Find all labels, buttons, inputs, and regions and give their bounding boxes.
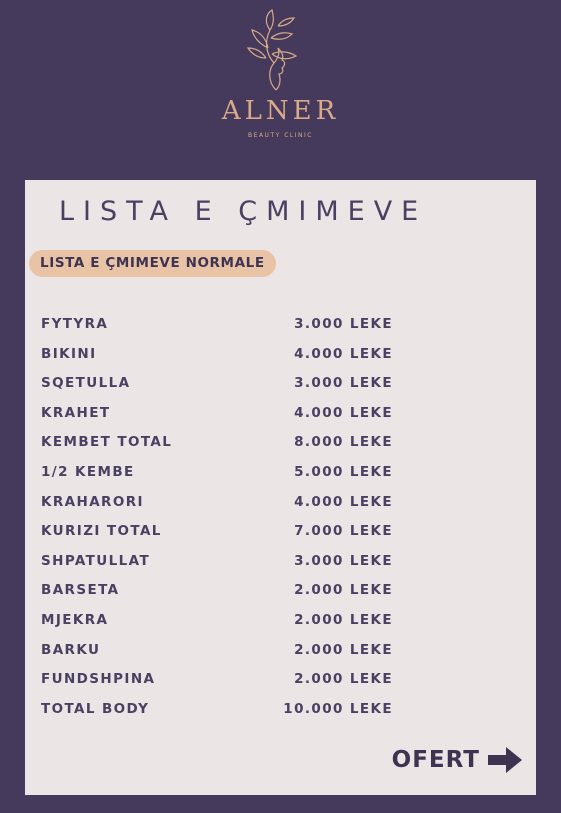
- price-row: [41, 612, 521, 642]
- offer-label: OFERT: [391, 747, 480, 773]
- service-price: 7.000 LEKE: [294, 523, 393, 540]
- service-price: 4.000 LEKE: [294, 404, 393, 421]
- service-price: 4.000 LEKE: [294, 493, 393, 510]
- price-row: [41, 494, 521, 524]
- offer-button[interactable]: [392, 747, 522, 773]
- brand-subtitle: BEAUTY CLINIC: [248, 132, 313, 139]
- service-name: KEMBET TOTAL: [41, 434, 173, 451]
- price-row: [41, 434, 521, 464]
- service-name: KRAHARORI: [41, 493, 144, 510]
- service-price: 2.000 LEKE: [294, 671, 393, 688]
- price-row: [41, 375, 521, 405]
- price-row: [41, 701, 521, 731]
- price-row: [41, 316, 521, 346]
- price-row: [41, 464, 521, 494]
- service-name: TOTAL BODY: [41, 700, 150, 717]
- price-row: [41, 346, 521, 376]
- price-card: [25, 180, 536, 795]
- service-price: 2.000 LEKE: [294, 641, 393, 658]
- service-price: 3.000 LEKE: [294, 316, 393, 332]
- service-price: 3.000 LEKE: [294, 552, 393, 569]
- price-row: [41, 405, 521, 435]
- service-price: 2.000 LEKE: [294, 582, 393, 599]
- service-name: SQETULLA: [41, 375, 131, 392]
- arrow-right-icon: [488, 747, 522, 773]
- price-row: [41, 582, 521, 612]
- price-row: [41, 671, 521, 701]
- service-name: FYTYRA: [41, 316, 109, 332]
- face-leaves-icon: [238, 8, 308, 98]
- service-price: 4.000 LEKE: [294, 345, 393, 362]
- price-row: [41, 642, 521, 672]
- section-badge: LISTA E ÇMIMEVE NORMALE: [29, 250, 276, 277]
- service-name: FUNDSHPINA: [41, 671, 156, 688]
- service-name: KRAHET: [41, 404, 111, 421]
- page-title: LISTA E ÇMIMEVE: [59, 196, 428, 227]
- service-price: 2.000 LEKE: [294, 611, 393, 628]
- service-name: KURIZI TOTAL: [41, 523, 162, 540]
- service-name: SHPATULLAT: [41, 552, 151, 569]
- service-price: 3.000 LEKE: [294, 375, 393, 392]
- service-name: MJEKRA: [41, 611, 109, 628]
- price-list: [41, 316, 521, 730]
- price-row: [41, 553, 521, 583]
- service-name: BARKU: [41, 641, 101, 658]
- service-name: BARSETA: [41, 582, 120, 599]
- service-price: 5.000 LEKE: [294, 463, 393, 480]
- service-price: 10.000 LEKE: [283, 700, 393, 717]
- service-name: BIKINI: [41, 345, 97, 362]
- service-name: 1/2 KEMBE: [41, 463, 135, 480]
- service-price: 8.000 LEKE: [294, 434, 393, 451]
- logo: [0, 8, 561, 138]
- price-row: [41, 523, 521, 553]
- brand-name: ALNER: [221, 96, 340, 126]
